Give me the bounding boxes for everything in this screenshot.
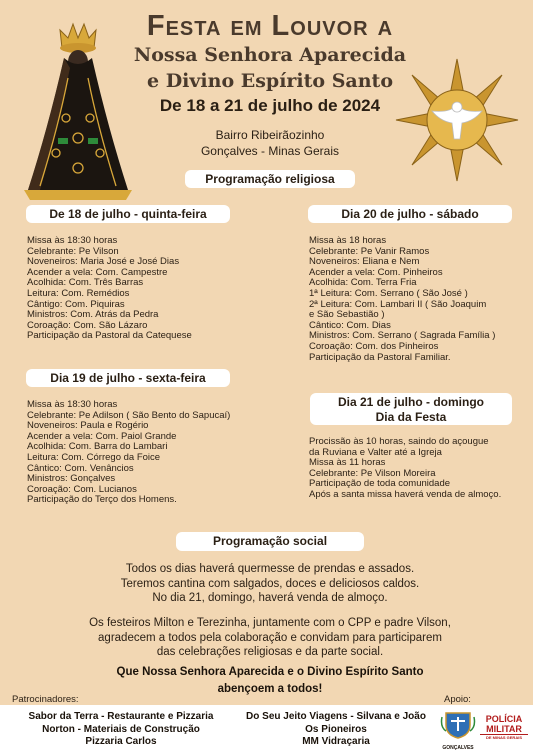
list-item: Acender a vela: Com. Pinheiros: [309, 266, 443, 278]
list-item: Coroação: Com. dos Pinheiros: [309, 340, 439, 352]
day-21-details: [309, 437, 529, 501]
title-line-1: Festa em Louvor a: [146, 10, 394, 42]
policia-militar-logo: [480, 714, 528, 746]
day-21-title: [310, 393, 512, 425]
police-logo-line-1: POLÍCIA: [485, 714, 523, 724]
support-label: Apoio:: [444, 694, 471, 705]
social-paragraph-1: [60, 562, 480, 606]
sponsor-name: Os Pioneiros: [305, 723, 367, 735]
festival-dates: De 18 a 21 de julho de 2024: [159, 96, 381, 115]
list-item: Acolhida: Com. Três Barras: [27, 277, 144, 289]
religious-program-heading: Programação religiosa: [185, 170, 355, 188]
list-item: Celebrante: Pe Vilson: [27, 245, 119, 257]
location-neighborhood: Bairro Ribeirãozinho: [215, 128, 325, 142]
day-20-title: Dia 20 de julho - sábado: [308, 205, 512, 223]
day-21-title-line-1: Dia 21 de julho - domingo: [337, 395, 484, 409]
sponsor-name: Sabor da Terra - Restaurante e Pizzaria: [28, 711, 214, 722]
list-item: 2ª Leitura: Com. Lambari II ( São Joaquim: [309, 298, 487, 310]
list-item: Participação do Terço dos Homens.: [27, 494, 177, 506]
list-item: Noveneiros: Maria José e José Dias: [27, 256, 180, 268]
day-19-details: [27, 400, 287, 506]
location-city: Gonçalves - Minas Gerais: [200, 144, 340, 158]
list-item: Cântigo: Com. Piquiras: [27, 298, 125, 310]
sponsor-name: Pizzaria Carlos: [85, 736, 157, 747]
list-item: Cântico: Com. Venâncios: [27, 462, 134, 474]
sponsors-column-2: [236, 711, 436, 749]
list-item: e São Sebastião ): [309, 309, 385, 321]
our-lady-aparecida-image: [18, 18, 136, 200]
list-item: Celebrante: Pe Vanir Ramos: [309, 245, 430, 257]
list-item: Missa às 18 horas: [309, 235, 387, 246]
social-line: Todos os dias haverá quermesse de prendas e assados.: [125, 563, 415, 575]
sponsors-column-1: [16, 711, 226, 749]
list-item: Leitura: Com. Remédios: [27, 287, 130, 299]
list-item: da Ruviana e Valter até a Igreja: [309, 446, 442, 458]
list-item: Leitura: Com. Córrego da Foice: [27, 451, 161, 463]
list-item: Ministros: Com. Atrás da Pedra: [27, 309, 159, 321]
list-item: Cântico: Com. Dias: [309, 319, 391, 331]
sponsor-name: Do Seu Jeito Viagens - Silvana e João: [246, 711, 426, 722]
closing-line-1: Que Nossa Senhora Aparecida e o Divino Espírito Santo: [116, 666, 424, 678]
police-logo-line-2: MILITAR: [486, 724, 522, 734]
crest-shield-icon: [440, 709, 476, 739]
social-program-heading: Programação social: [176, 532, 364, 551]
social-line: agradecem a todos pela colaboração e convidam para participarem: [98, 631, 442, 644]
list-item: Participação da Pastoral Familiar.: [309, 351, 451, 363]
day-18-title: De 18 de julho - quinta-feira: [26, 205, 230, 223]
list-item: Acolhida: Com. Barra do Lambari: [27, 441, 168, 453]
list-item: Coroação: Com. Lucianos: [27, 483, 137, 495]
list-item: Acender a vela: Com. Campestre: [27, 266, 168, 278]
list-item: Participação da Pastoral da Catequese: [27, 330, 192, 342]
list-item: Ministros: Com. Serrano ( Sagrada Família ): [309, 330, 496, 342]
police-logo-line-3: DE MINAS GERAIS: [480, 734, 528, 741]
list-item: Missa às 18:30 horas: [27, 399, 118, 410]
closing-line-2: abençoem a todos!: [217, 683, 323, 695]
list-item: Acolhida: Com. Terra Fria: [309, 277, 417, 289]
list-item: Coroação: Com. São Lázaro: [27, 319, 148, 331]
social-line: No dia 21, domingo, haverá venda de almoço.: [152, 592, 388, 604]
list-item: Ministros: Gonçalves: [27, 473, 116, 485]
sponsor-name: MM Vidraçaria: [302, 736, 370, 747]
list-item: Acender a vela: Com. Paiol Grande: [27, 430, 177, 442]
list-item: Após a santa missa haverá venda de almoço.: [309, 488, 502, 500]
closing-blessing: [60, 664, 480, 698]
list-item: Missa às 18:30 horas: [27, 235, 118, 246]
list-item: Noveneiros: Paula e Rogério: [27, 420, 149, 432]
day-18-details: [27, 236, 267, 342]
list-item: Missa às 11 horas: [309, 457, 386, 469]
list-item: Celebrante: Pe Adilson ( São Bento do Sapucaí): [27, 409, 231, 421]
crest-city-name: GONÇALVES: [442, 745, 474, 751]
sponsors-label: Patrocinadores:: [12, 694, 79, 705]
title-line-3: e Divino Espírito Santo: [146, 70, 394, 92]
list-item: 1ª Leitura: Com. Serrano ( São José ): [309, 287, 468, 299]
list-item: Celebrante: Pe Vilson Moreira: [309, 467, 436, 479]
goncalves-city-crest-icon: [440, 709, 476, 749]
day-19-title: Dia 19 de julho - sexta-feira: [26, 369, 230, 387]
day-21-title-line-2: Dia da Festa: [375, 410, 447, 424]
title-line-2: Nossa Senhora Aparecida: [133, 44, 407, 66]
social-line: das celebrações religiosas e da parte social.: [156, 646, 384, 658]
day-20-details: [309, 236, 529, 363]
sponsor-name: Norton - Materiais de Construção: [42, 723, 200, 735]
list-item: Procissão às 10 horas, saindo do açougue: [309, 436, 489, 447]
social-line: Os festeiros Milton e Terezinha, juntamente com o CPP e padre Vilson,: [89, 617, 451, 629]
social-line: Teremos cantina com salgados, doces e deliciosos caldos.: [120, 577, 420, 590]
social-paragraph-2: [60, 616, 480, 660]
list-item: Participação de toda comunidade: [309, 478, 451, 490]
list-item: Noveneiros: Eliana e Nem: [309, 256, 420, 268]
